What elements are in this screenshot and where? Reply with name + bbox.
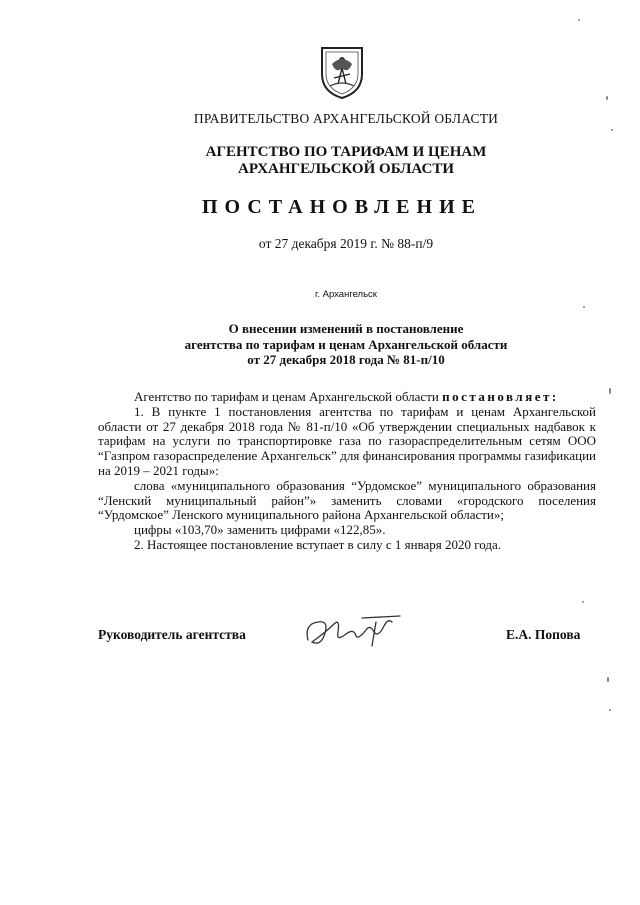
document-type: ПОСТАНОВЛЕНИЕ (202, 196, 482, 218)
document-city: г. Архангельск (315, 289, 377, 300)
body-intro (98, 390, 596, 405)
intro-verb: постановляет: (442, 389, 559, 404)
scan-speck (582, 601, 584, 603)
agency-name (0, 144, 640, 178)
scan-speck (583, 306, 585, 308)
body-item-1a: слова «муниципального образования “Урдомское” муниципального образования “Ленский муниципальный район”» заменить словами «городского поселения “Урдомское” Ленского муниципального района Архангельской области»; (98, 477, 596, 523)
scan-speck (611, 129, 613, 131)
subject-line2: агентства по тарифам и ценам Архангельской области (184, 336, 508, 352)
scan-speck (606, 96, 608, 100)
scan-speck (609, 388, 611, 394)
government-name: ПРАВИТЕЛЬСТВО АРХАНГЕЛЬСКОЙ ОБЛАСТИ (193, 111, 499, 126)
signatory-position: Руководитель агентства (98, 627, 246, 642)
document-body (98, 390, 596, 553)
signatory-name: Е.А. Попова (506, 627, 581, 642)
agency-name-line1: АГЕНТСТВО ПО ТАРИФАМ И ЦЕНАМ (205, 144, 487, 160)
subject-line3: от 27 декабря 2018 года № 81-п/10 (247, 352, 445, 367)
handwritten-signature (300, 610, 410, 654)
document-date-number: от 27 декабря 2019 г. № 88-п/9 (258, 236, 434, 251)
subject-line1: О внесении изменений в постановление (228, 321, 464, 336)
body-item-2: 2. Настоящее постановление вступает в силу с 1 января 2020 года. (134, 536, 502, 552)
scan-speck (578, 19, 580, 21)
scan-speck (607, 677, 609, 682)
agency-name-line2: АРХАНГЕЛЬСКОЙ ОБЛАСТИ (238, 161, 454, 177)
document-subject (0, 321, 640, 368)
scan-speck (609, 709, 611, 711)
body-item-1: 1. В пункте 1 постановления агентства по тарифам и ценам Архангельской области от 27 декабря 2018 года № 81-п/10 «Об утверждении специальных надбавок к тарифам на услуги по транспортировке газа по газораспределительным сетям ООО “Газпром газораспределение Архангельск” для финансирования программы газификации на 2019 – 2021 годы»: (98, 403, 596, 478)
intro-text: Агентство по тарифам и ценам Архангельской области (134, 389, 443, 404)
coat-of-arms-icon (318, 44, 366, 100)
body-item-1b: цифры «103,70» заменить цифрами «122,85». (134, 522, 386, 538)
